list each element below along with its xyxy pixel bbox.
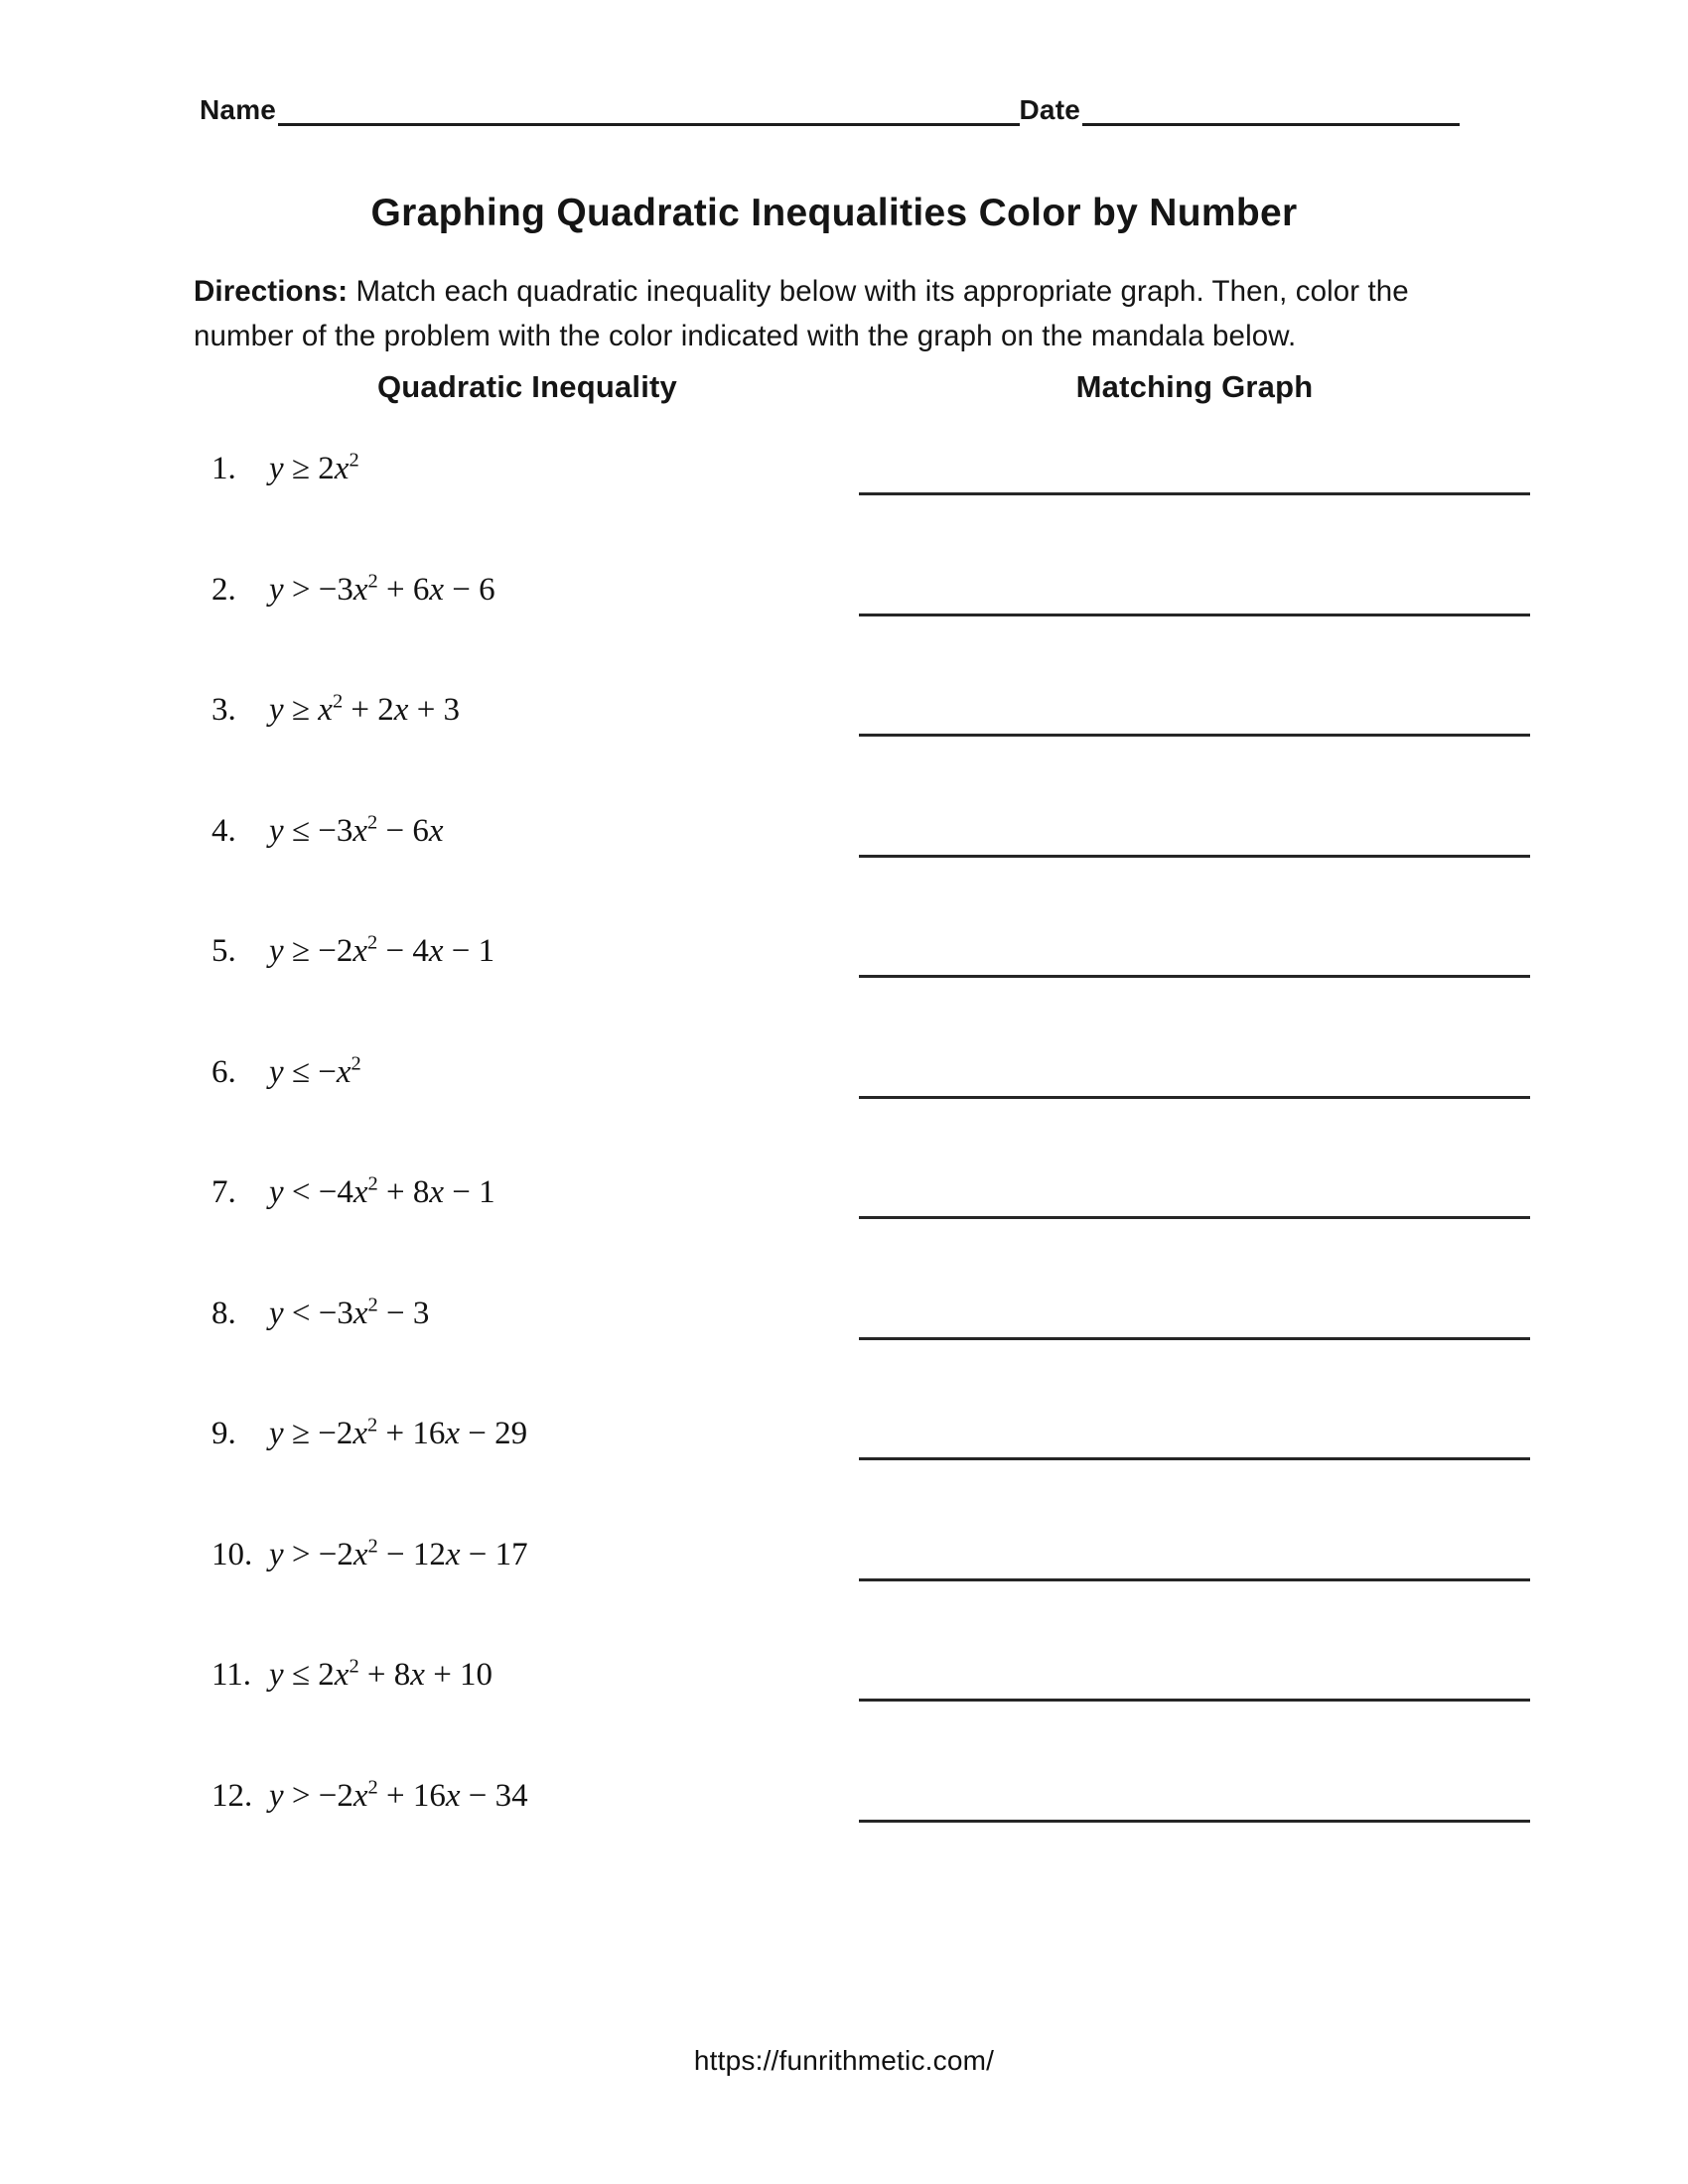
- problem-row-2: [0, 562, 1688, 683]
- answer-blank[interactable]: [859, 1096, 1530, 1099]
- problem-number: 2.: [211, 571, 236, 608]
- name-date-row: [200, 93, 1460, 127]
- problem-number: 10.: [211, 1536, 253, 1572]
- column-header-quadratic-inequality: Quadratic Inequality: [376, 369, 677, 404]
- answer-blank[interactable]: [859, 855, 1530, 858]
- problem-number: 3.: [211, 692, 236, 728]
- date-blank[interactable]: [1082, 123, 1460, 126]
- footer-url: https://funrithmetic.com/: [693, 2045, 995, 2076]
- problem-expression: $y \ge -2x^2 - 4x - 1$: [269, 931, 495, 969]
- answer-blank[interactable]: [859, 1578, 1530, 1581]
- problem-expression: $y \le -x^2$: [269, 1051, 361, 1090]
- directions-label: Directions:: [194, 275, 349, 308]
- problem-expression: $y \le -3x^2 - 6x$: [269, 810, 444, 849]
- problem-row-1: [0, 441, 1688, 562]
- problem-expression: $y \ge 2x^2$: [269, 449, 359, 486]
- problem-expression: $y > -2x^2 - 12x - 17$: [269, 1534, 528, 1572]
- problem-number: 7.: [211, 1174, 236, 1210]
- directions-line-1: [194, 269, 1409, 314]
- problem-row-6: [0, 1044, 1688, 1165]
- problem-number: 1.: [211, 451, 236, 486]
- problem-row-11: [0, 1647, 1688, 1768]
- problem-number: 12.: [211, 1777, 253, 1814]
- problem-row-7: [0, 1164, 1688, 1286]
- problem-list: [0, 441, 1688, 1888]
- answer-blank[interactable]: [859, 492, 1530, 495]
- directions-line-2: number of the problem with the color indicated with the graph on the mandala below.: [194, 320, 1297, 352]
- problem-number: 9.: [211, 1416, 236, 1451]
- problem-number: 5.: [211, 933, 236, 969]
- problem-row-9: [0, 1406, 1688, 1527]
- problem-expression: $y < -3x^2 - 3$: [269, 1293, 430, 1331]
- problem-expression: $y \ge x^2 + 2x + 3$: [269, 690, 461, 728]
- problem-number: 4.: [211, 812, 236, 849]
- answer-blank[interactable]: [859, 734, 1530, 737]
- column-header-matching-graph: Matching Graph: [1075, 369, 1314, 404]
- answer-blank[interactable]: [859, 1216, 1530, 1219]
- problem-row-5: [0, 923, 1688, 1044]
- problem-row-4: [0, 803, 1688, 924]
- problem-number: 11.: [211, 1657, 252, 1693]
- answer-blank[interactable]: [859, 975, 1530, 978]
- answer-blank[interactable]: [859, 1699, 1530, 1702]
- problem-expression: $y > -2x^2 + 16x - 34$: [269, 1775, 528, 1814]
- problem-expression: $y > -3x^2 + 6x - 6$: [269, 569, 495, 608]
- problem-number: 6.: [211, 1053, 236, 1090]
- directions-text-1: Match each quadratic inequality below with its appropriate graph. Then, color the: [348, 275, 1409, 308]
- problem-expression: $y \le 2x^2 + 8x + 10$: [269, 1655, 493, 1693]
- answer-blank[interactable]: [859, 1457, 1530, 1460]
- date-label: Date: [1019, 94, 1080, 125]
- problem-row-8: [0, 1286, 1688, 1407]
- name-blank[interactable]: [278, 123, 1019, 126]
- directions: [194, 269, 1409, 358]
- problem-expression: $y \ge -2x^2 + 16x - 29$: [269, 1414, 528, 1451]
- answer-blank[interactable]: [859, 1337, 1530, 1340]
- page-title: Graphing Quadratic Inequalities Color by Number: [370, 192, 1298, 234]
- problem-row-10: [0, 1527, 1688, 1648]
- problem-row-3: [0, 682, 1688, 803]
- answer-blank[interactable]: [859, 614, 1530, 616]
- problem-number: 8.: [211, 1295, 236, 1331]
- problem-expression: $y < -4x^2 + 8x - 1$: [269, 1172, 495, 1210]
- problem-row-12: [0, 1768, 1688, 1889]
- answer-blank[interactable]: [859, 1820, 1530, 1823]
- name-label: Name: [200, 94, 277, 125]
